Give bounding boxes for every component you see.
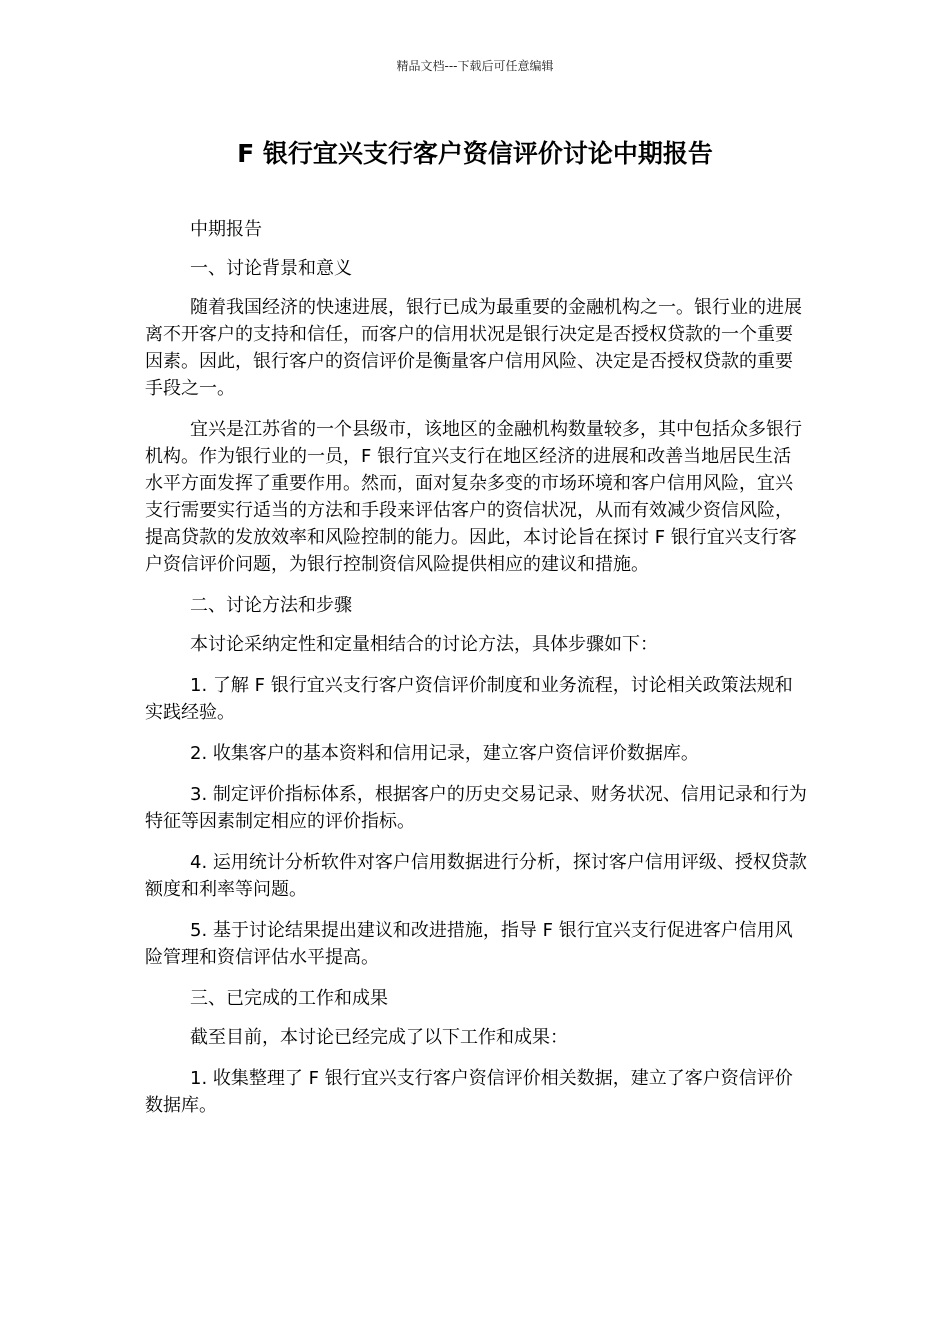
paragraph: 截至目前，本讨论已经完成了以下工作和成果： [190,1027,568,1048]
list-item: 1. 收集整理了 F 银行宜兴支行客户资信评价相关数据，建立了客户资信评价数据库。 [145,1068,793,1116]
section-label: 中期报告 [190,219,262,240]
paragraph: 随着我国经济的快速进展，银行已成为最重要的金融机构之一。银行业的进展离不开客户的支持和信任，而客户的信用状况是银行决定是否授权贷款的一个重要因素。因此，银行客户的资信评价是衡量客户信用风险、决定是否授权贷款的重要手段之一。 [145,297,802,399]
page-header: 精品文档---下载后可任意编辑 [396,59,554,73]
list-item: 4. 运用统计分析软件对客户信用数据进行分析，探讨客户信用评级、授权贷款额度和利率等问题。 [145,852,807,900]
document-body [145,216,807,1133]
list-item: 1. 了解 F 银行宜兴支行客户资信评价制度和业务流程，讨论相关政策法规和实践经验。 [145,675,793,723]
list-item: 2. 收集客户的基本资料和信用记录，建立客户资信评价数据库。 [190,743,699,764]
section-heading: 二、讨论方法和步骤 [190,595,352,616]
list-item: 5. 基于讨论结果提出建议和改进措施，指导 F 银行宜兴支行促进客户信用风险管理和资信评估水平提高。 [145,920,793,968]
section-heading: 三、已完成的工作和成果 [190,988,388,1009]
document-title: F 银行宜兴支行客户资信评价讨论中期报告 [237,139,713,168]
paragraph: 宜兴是江苏省的一个县级市，该地区的金融机构数量较多，其中包括众多银行机构。作为银行业的一员，F 银行宜兴支行在地区经济的进展和改善当地居民生活水平方面发挥了重要作用。然而，面对复杂多变的市场环境和客户信用风险，宜兴支行需要实行适当的方法和手段来评估客户的资信状况，从而有效减少资信风险，提高贷款的发放效率和风险控制的能力。因此，本讨论旨在探讨 F 银行宜兴支行客户资信评价问题，为银行控制资信风险提供相应的建议和措施。 [145,419,802,575]
section-heading: 一、讨论背景和意义 [190,258,352,279]
list-item: 3. 制定评价指标体系，根据客户的历史交易记录、财务状况、信用记录和行为特征等因素制定相应的评价指标。 [145,784,807,832]
paragraph: 本讨论采纳定性和定量相结合的讨论方法，具体步骤如下： [190,634,658,655]
